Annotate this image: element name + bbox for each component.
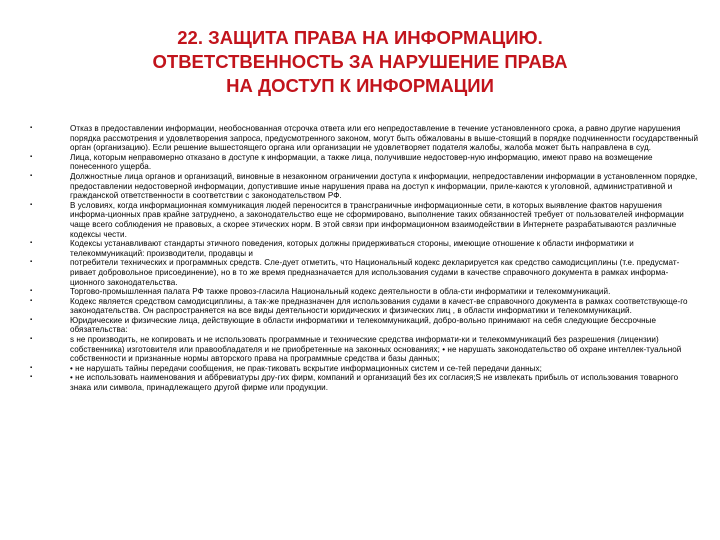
list-item xyxy=(28,316,700,335)
title-line-1: 22. ЗАЩИТА ПРАВА НА ИНФОРМАЦИЮ. xyxy=(177,27,543,48)
list-item-text: Торгово-промышленная палата РФ также провоз-гласила Национальный кодекс деятельности в обла-сти информатики и телекоммуникаций. xyxy=(70,287,611,297)
list-item-text: Должностные лица органов и организаций, виновные в незаконном ограничении доступа к информации, непредоставлении информации в установленном порядке, предоставлении недостоверной информации, допустившие иные нарушения права на доступ к информации, приле-каются к уголовной, административной и гражданской ответственности в соответствии с законодательством РФ. xyxy=(70,171,698,201)
list-item-text: Кодекс является средством самодисциплины, а так-же предназначен для использования судами в качест-ве справочного документа в рамках соответствующе-го законодательства. Он распространяется на все виды деятельности юридических и физических лиц , в области информатики и телекоммуникаций. xyxy=(70,296,688,316)
title-line-2: ОТВЕТСТВЕННОСТЬ ЗА НАРУШЕНИЕ ПРАВА xyxy=(152,51,568,72)
list-item xyxy=(28,297,700,316)
bullet-icon: ▪ xyxy=(30,364,33,371)
list-item xyxy=(28,287,700,297)
list-item xyxy=(28,201,700,239)
list-item-text: • не нарушать тайны передачи сообщения, не прак-тиковать вскрытие информационных систем и се-тей передачи данных; xyxy=(70,363,542,373)
bullet-icon: ▪ xyxy=(30,125,33,131)
list-item xyxy=(28,335,700,364)
bullet-icon: ▪ xyxy=(30,259,33,266)
page-title xyxy=(60,26,660,98)
list-item xyxy=(28,172,700,201)
list-item xyxy=(28,373,700,392)
bullet-icon: ▪ xyxy=(30,336,33,343)
list-item xyxy=(28,239,700,258)
bullet-icon: ▪ xyxy=(30,316,33,323)
bullet-icon: ▪ xyxy=(30,172,33,179)
bullet-list xyxy=(28,124,700,393)
list-item-text: Кодексы устанавливают стандарты этичного поведения, которых должны придерживаться стороны, имеющие отношение к области информатики и телекоммуникаций: производители, продавцы и xyxy=(70,239,634,258)
list-item xyxy=(28,124,700,153)
list-item xyxy=(28,258,700,287)
list-item-text: Отказ в предоставлении информации, необоснованная отсрочка ответа или его непредоставление в течение установленного срока, а равно другие нарушения порядка рассмотрения и удовлетворения запроса, предусмотренного законом, могут быть обжалованы в выше-стоящий в порядке подчиненности государственный орган (организацию). Если решение вышестоящего органа или организации не удовлетворяет подателя жалобы, жалоба может быть направлена в суд. xyxy=(70,124,699,153)
bullet-icon: ▪ xyxy=(30,240,33,247)
bullet-icon: ▪ xyxy=(30,288,33,295)
list-item-text: потребители технических и программных средств. Сле-дует отметить, что Национальный кодекс декларируется как средство самодисциплины (т.е. предусмат-ривает добровольное присоединение), но в то же время предназначается для использования судами в качестве справочного документа в рамках информа-ционного законодательства. xyxy=(70,258,680,287)
list-item-text: В условиях, когда информационная коммуникация людей переносится в трансграничные информационные сети, в которых выявление фактов нарушения информа-ционных прав крайне затруднено, а законодательство еще не сформировано, выполнение таких обязанностей требует от пользователей информации чаще всего соблюдения не правовых, а скорее этических норм. В этой связи при информационном взаимодействии в Интернете разрабатываются различные кодексы чести. xyxy=(70,200,684,239)
bullet-icon: ▪ xyxy=(30,374,33,381)
list-item xyxy=(28,364,700,374)
bullet-icon: ▪ xyxy=(30,201,33,208)
bullet-icon: ▪ xyxy=(30,297,33,304)
list-item-text: • не использовать наименования и аббревиатуры дру-гих фирм, компаний и организаций без их согласия;S не извлекать прибыль от использования товарного знака или символа, принадлежащего другой фирме или продукции. xyxy=(70,373,679,393)
list-item xyxy=(28,153,700,172)
list-item-text: s не производить, не копировать и не использовать программные и технические средства информати-ки и телекоммуникаций без разрешения (лицензии) собственника) изготовителя или правообладателя и не приобретенные на законных основаниях; • не нарушать законодательство об охране интеллек-туальной собственности и признанные нормы авторского права на программные средства и базы данных; xyxy=(70,335,682,364)
title-line-3: НА ДОСТУП К ИНФОРМАЦИИ xyxy=(226,75,494,96)
bullet-icon: ▪ xyxy=(30,153,33,160)
list-item-text: Юридические и физические лица, действующие в области информатики и телекоммуникаций, добро-вольно принимают на себя следующие бессрочные обязательства: xyxy=(70,315,657,335)
list-item-text: Лица, которым неправомерно отказано в доступе к информации, а также лица, получившие недостовер-ную информацию, имеют право на возмещение понесенного ущерба. xyxy=(70,152,653,172)
